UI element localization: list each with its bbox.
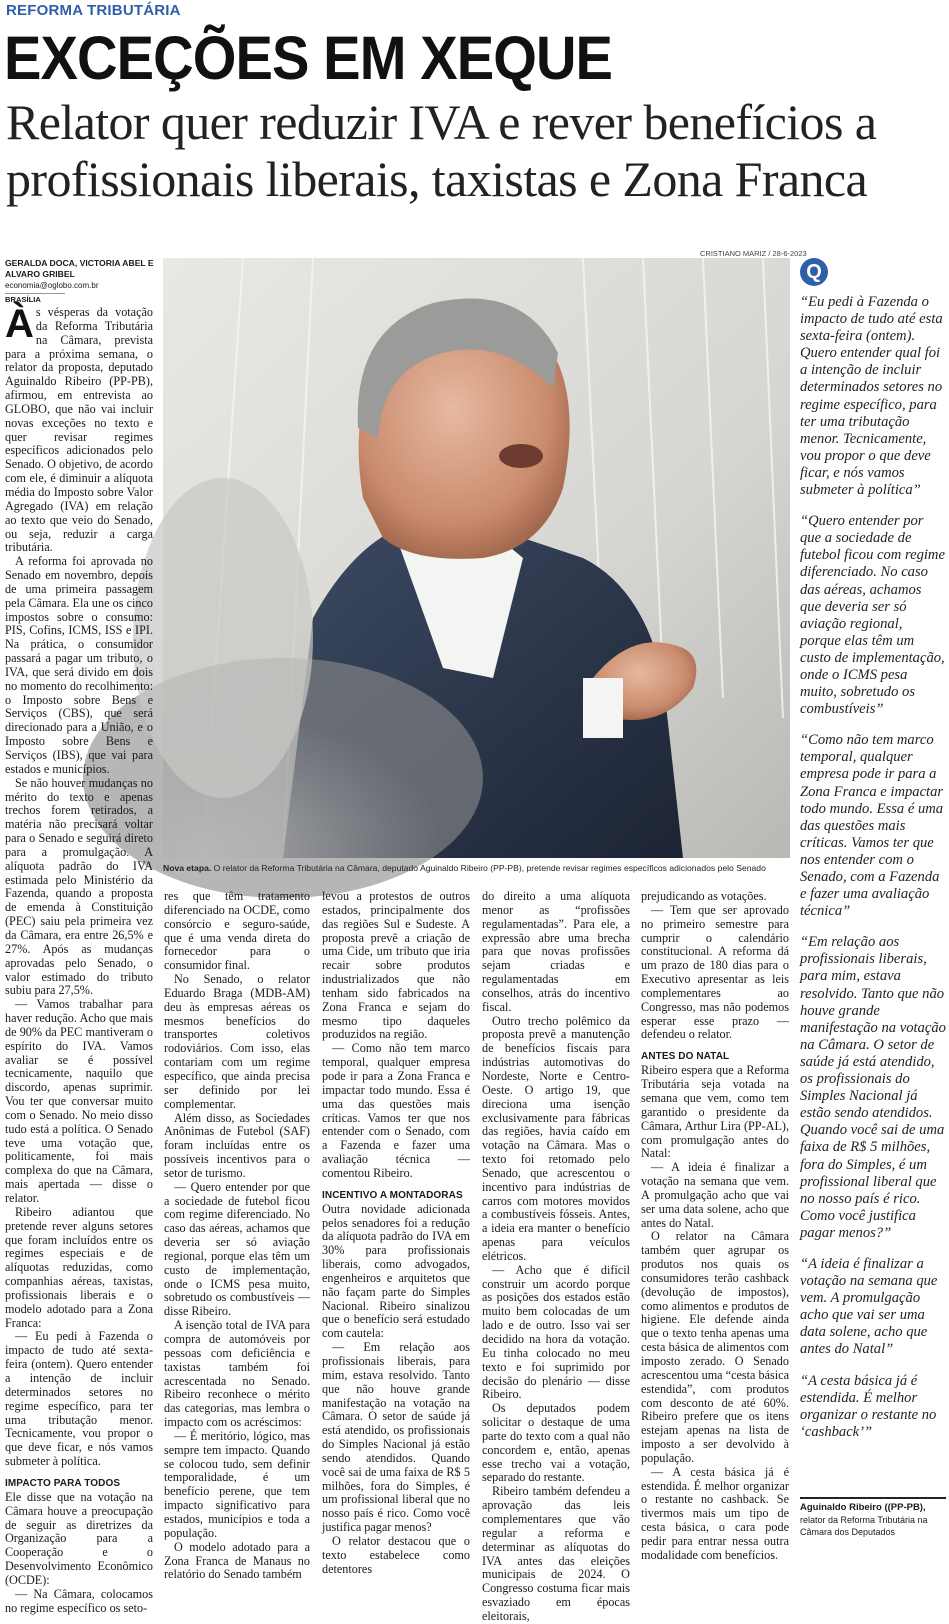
paragraph: levou a protestos de outros estados, principalmente dos das regiões Sul e Sudeste. A proposta prevê a criação de uma Cide, um tributo que iria recair sobre produtos industrializados que não tenham sido fabricados na Zona Franca e sejam do mesmo tipo daqueles produzidos na região.	[322, 889, 470, 1042]
headline: EXCEÇÕES EM XEQUE	[4, 24, 613, 92]
paragraph: Além disso, as Sociedades Anônimas de Futebol (SAF) foram incluídas entre os possíveis incentivos para o setor de turismo.	[164, 1110, 310, 1180]
paragraph: Outra novidade adicionada pelos senadores foi a redução da alíquota padrão do IVA em 30% para profissionais liberais, como advogados, engenheiros e arquitetos que não façam parte do Simples Nacional. Ribeiro sinalizou que o benefício será estudado com cautela:	[322, 1201, 470, 1341]
paragraph: Ribeiro espera que a Reforma Tributária seja votada na semana que vem, como tem garantido o presidente da Câmara, Arthur Lira (PP-AL), com promulgação antes do Natal:	[641, 1063, 789, 1161]
paragraph: O relator destacou que o texto estabelece como detentores	[322, 1533, 470, 1576]
paragraph: — Tem que ser aprovado no primeiro semestre para cumprir o calendário constitucional. A reforma dá um prazo de 180 dias para o Executivo apresentar as leis complementares ao Congresso, mas não podemos esperar esse prazo — defendeu o relator.	[641, 902, 789, 1042]
paragraph: prejudicando as votações.	[641, 889, 767, 903]
byline-authors: GERALDA DOCA, VICTORIA ABEL E ALVARO GRIBEL	[5, 258, 154, 279]
caption-label: Nova etapa.	[163, 863, 212, 873]
article-column-1	[5, 302, 153, 1615]
quote-attribution	[800, 1497, 946, 1538]
paragraph: — Acho que é difícil construir um acordo porque as posições dos estados estão muito bem colocadas de um lado e de outro. Isso vai ser decidido na hora da votação. Eu tinha colocado no meu texto e foi suprimido por decisão do plenário — disse Ribeiro.	[482, 1262, 630, 1402]
article-column-3	[322, 890, 470, 1577]
paragraph: — Em relação aos profissionais liberais, para mim, estava resolvido. Tanto que não houve grande manifestação na votação na Câmara. O setor de saúde já está atendido, os profissionais do Simples Nacional já estão sendo atendidos. Quando você sai de uma faixa de R$ 5 milhões, fora do Simples, é um profissional liberal que no nosso país é rico. Como você justifica pagar menos?	[322, 1340, 470, 1535]
quote-author-name: Aguinaldo Ribeiro ((PP-PB),	[800, 1502, 926, 1513]
paragraph: — A ideia é finalizar a votação na semana que vem. A promulgação acho que vai ser uma data solene, acho que antes do Natal.	[641, 1160, 789, 1230]
paragraph: Os deputados podem solicitar o destaque de uma parte do texto com a qual não concordem e, então, apenas esse trecho vai a votação, separado do restante.	[482, 1401, 630, 1485]
paragraph: — Eu pedi à Fazenda o impacto de tudo até sexta-feira (ontem). Quero entender a intenção de incluir determinados setores no regime específico, para ter uma tributação menor. Tecnicamente, vou propor o que deve ficar, e nós vamos submeter à política.	[5, 1329, 153, 1469]
pull-quote: “Como não tem marco temporal, qualquer empresa pode ir para a Zona Franca e impactar todo mundo. Essa é uma das questões mais críticas. Vamos ter que nos entender com o Senado, com a Fazenda e fazer uma avaliação técnica”	[800, 732, 944, 920]
paragraph: Outro trecho polêmico da proposta prevê a manutenção de benefícios fiscais para indústrias automotivas do Nordeste, Norte e Centro-Oeste. O artigo 19, que direciona uma isenção exclusivamente para fábricas das regiões, havia caído em votação na Câmara. Mas o texto foi retomado pelo Senado, que acrescentou o incentivo para indústrias de carros com motores movidos a combustíveis fósseis. Antes, a ideia era manter o benefício apenas para veículos elétricos.	[482, 1013, 630, 1263]
photo-credit: CRISTIANO MARIZ / 28-6-2023	[700, 249, 807, 258]
paragraph: — É meritório, lógico, mas sempre tem impacto. Quando se colocou tudo, sem definir temporalidade, é um benefício perene, que tem impacto significativo para estados, municípios e toda a população.	[164, 1428, 310, 1540]
pull-quote: “A ideia é finalizar a votação na semana que vem. A promulgação acho que vai ser uma data solene, acho que antes do Natal”	[800, 1255, 938, 1358]
drop-cap: À	[5, 302, 34, 346]
quote-author-role: relator da Reforma Tributária na Câmara dos Deputados	[800, 1515, 928, 1537]
pull-quote: “Eu pedi à Fazenda o impacto de tudo até esta sexta-feira (ontem). Quero entender qual foi a intenção de incluir determinados setores no regime específico, para ter uma tributação menor. Tecnicamente, vou propor o que deve ficar, e nós vamos submeter à política”	[800, 294, 943, 499]
paragraph: O modelo adotado para a Zona Franca de Manaus no relatório do Senado também	[164, 1539, 310, 1582]
paragraph: Ribeiro adiantou que pretende rever alguns setores que foram incluídos entre os regimes especiais e de alíquotas reduzidas, como companhias aéreas, taxistas, profissionais liberais e o modelo adotado para a Zona Franca:	[5, 1204, 153, 1330]
paragraph: — Vamos trabalhar para haver redução. Acho que mais de 90% da PEC mantiveram o espírito do IVA. Vamos avaliar se é possível tecnicamente, naquilo que discordo, apenas suprimir. Vou ter que conversar muito com o Senado. No meio disso tudo está a política. O Senado teve uma votação que, politicamente, foi mais complexa do que na Câmara, mais apertada — disse o relator.	[5, 997, 153, 1205]
paragraph: O relator na Câmara também quer agrupar os produtos nos quais os consumidores terão cashback (devolução de impostos), como alimentos e produtos de higiene. Ele defende ainda que o texto tenha apenas uma cesta básica de alimentos com imposto zerado. O Senado acrescentou uma “cesta básica estendida”, com produtos com desconto de até 60%. Ribeiro prefere que os itens estejam apenas na lista de imposto a ser devolvido à população.	[641, 1229, 789, 1465]
section-heading-incentivo: INCENTIVO A MONTADORAS	[322, 1189, 463, 1201]
paragraph: — Quero entender por que a sociedade de futebol ficou com regime diferenciado. No caso das aéreas, achamos que deveria ser só aviação regional, porque elas têm um custo de implementação, onde o ICMS pesa muito, sobretudo os combustíveis — disse Ribeiro.	[164, 1179, 310, 1319]
article-column-5	[641, 890, 789, 1563]
paragraph: res que têm tratamento diferenciado na OCDE, como consórcio e seguro-saúde, que é uma venda direta do fornecedor para o consumidor final.	[164, 889, 310, 973]
subheadline: Relator quer reduzir IVA e rever benefícios a profissionais liberais, taxistas e Zona Franca	[6, 94, 877, 207]
article-column-4	[482, 890, 630, 1624]
main-photo	[163, 258, 790, 858]
paragraph: Se não houver mudanças no mérito do texto e apenas trechos forem retirados, a matéria não precisará voltar para o Senado e seguirá direto para a promulgação. A alíquota padrão do IVA estimada pelo Ministério da Fazenda, quando a proposta de emenda à Constituição (PEC) saiu pela primeira vez da Câmara, era entre 26,5% e 27%. Após as mudanças aprovadas pelo Senado, o valor estimado do tributo subiu para 27,5%.	[5, 775, 153, 998]
pull-quote: “A cesta básica já é estendida. É melhor organizar o restante no ‘cashback’”	[800, 1372, 937, 1440]
paragraph: Ribeiro também defendeu a aprovação das leis complementares que vão regular a reforma e determinar as alíquotas do IVA antes das eleições municipais de 2024. O Congresso costuma ficar mais esvaziado em épocas eleitorais,	[482, 1484, 630, 1623]
paragraph: s vésperas da votação da Reforma Tributária na Câmara, prevista para a próxima semana, o relator da proposta, deputado Aguinaldo Ribeiro (PP-PB), afirmou, em entrevista ao GLOBO, que não vai incluir novas exceções no texto e quer revisar regimes específicos adicionados pelo Senado. O objetivo, de acordo com ele, é diminuir a alíquota média do Imposto sobre Valor Agregado (IVA) em relação ao texto que veio do Senado, ou seja, reduzir a carga tributária.	[5, 305, 153, 555]
quote-icon-letter: Q	[806, 261, 822, 283]
byline	[5, 258, 155, 305]
paragraph: Ele disse que na votação na Câmara houve a preocupação de seguir as diretrizes da Organização para a Cooperação e o Desenvolvimento Econômico (OCDE):	[5, 1489, 153, 1587]
quote-icon	[800, 258, 828, 286]
byline-email[interactable]: economia@oglobo.com.br	[5, 281, 99, 290]
photo-caption	[163, 863, 790, 874]
paragraph: No Senado, o relator Eduardo Braga (MDB-AM) deu às empresas aéreas os mesmos benefícios do transportes coletivos rodoviários. Com isso, elas contariam com um regime específico, que ainda precisa ser definido por lei complementar.	[164, 972, 310, 1111]
paragraph: — A cesta básica já é estendida. É melhor organizar o restante no cashback. Se tivermos mais um tipo de cesta básica, o cara pode pedir para entrar nessa outra modalidade com benefícios.	[641, 1464, 789, 1562]
section-heading-natal: ANTES DO NATAL	[641, 1051, 730, 1063]
section-rubric: REFORMA TRIBUTÁRIA	[6, 2, 181, 19]
section-heading-impacto: IMPACTO PARA TODOS	[5, 1477, 121, 1489]
paragraph: A reforma foi aprovada no Senado em novembro, depois de uma primeira passagem pela Câmara. Ela une os cinco impostos sobre o consumo: PIS, Cofins, ICMS, ISS e IPI. Na prática, o consumidor passará a pagar um tributo, o IVA, que será divido em dois no momento do recolhimento: o Imposto sobre Bens e Serviços (CBS), que será direcionado para a União, e o Imposto sobre Bens e Serviços (IBS), que vai para estados e municípios.	[5, 554, 153, 776]
article-column-2	[164, 890, 310, 1582]
paragraph: — Na Câmara, colocamos no regime específico os seto-	[5, 1586, 153, 1615]
pull-quote: “Em relação aos profissionais liberais, para mim, estava resolvido. Tanto que não houve grande manifestação na votação na Câmara. O setor de saúde já está atendido, os profissionais do Simples Nacional já estão sendo atendidos. Quando você sai de uma faixa de R$ 5 milhões, fora do Simples, é um profissional liberal que no nosso país é rico. Como você justifica pagar menos?”	[800, 934, 946, 1241]
quotes-sidebar	[800, 258, 946, 1455]
byline-city: BRASÍLIA	[5, 293, 65, 305]
paragraph: — Como não tem marco temporal, qualquer empresa pode ir para a Zona Franca e impactar todo mundo. Essa é uma das questões mais críticas. Vamos ter que nos entender com o Senado, com a Fazenda e fazer uma avaliação técnica — comentou Ribeiro.	[322, 1041, 470, 1180]
caption-text: O relator da Reforma Tributária na Câmara, deputado Aguinaldo Ribeiro (PP-PB), pretende revisar regimes específicos adicionados pelo Senado	[211, 863, 766, 873]
paragraph: do direito a uma alíquota menor as “profissões regulamentadas”. Para ele, a expressão abre uma brecha para que novas profissões sejam criadas e regulamentadas em conselhos, atrás do incentivo fiscal.	[482, 889, 630, 1014]
pull-quote: “Quero entender por que a sociedade de futebol ficou com regime diferenciado. No caso das aéreas, achamos que deveria ser só aviação regional, porque elas têm um custo de implementação, onde o ICMS pesa muito, sobretudo os combustíveis”	[800, 513, 945, 718]
paragraph: A isenção total de IVA para compra de automóveis por pessoas com deficiência e taxistas também foi acrescentada no Senado. Ribeiro reconhece o mérito das categorias, mas lembra o impacto com os acréscimos:	[164, 1318, 310, 1430]
photo-illustration	[163, 258, 790, 858]
